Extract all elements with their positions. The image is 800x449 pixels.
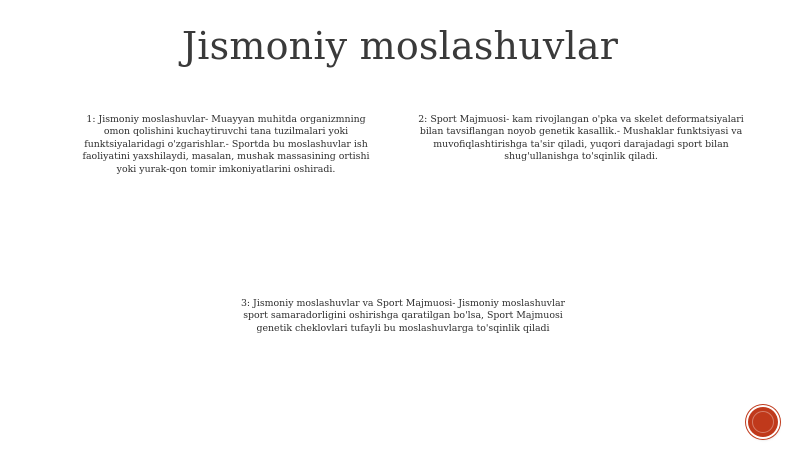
paragraph-2: 2: Sport Majmuosi- kam rivojlangan o'pka va skelet deformatsiyalari bilan tavsiflangan noyob genetik kasallik.- Mushaklar funktsiyasi va muvofiqlashtirishga ta'sir qiladi, yuqori darajadagi sport bilan shug'ullanishga to'sqinlik qiladi. xyxy=(418,114,744,163)
button-ring xyxy=(752,411,774,433)
circle-button-icon[interactable] xyxy=(748,407,778,437)
paragraph-3: 3: Jismoniy moslashuvlar va Sport Majmuosi- Jismoniy moslashuvlar sport samaradorligini oshirishga qaratilgan bo'lsa, Sport Majmuosi genetik cheklovlari tufayli bu moslashuvlarga to'sqinlik qiladi xyxy=(240,298,566,334)
slide-title: Jismoniy moslashuvlar xyxy=(181,24,619,68)
paragraph-1: 1: Jismoniy moslashuvlar- Muayyan muhitda organizmning omon qolishini kuchaytiruvchi tana tuzilmalari yoki funktsiyalaridagi o'zgarishlar.- Sportda bu moslashuvlar ish faoliyatini yaxshilaydi, masalan, mushak massasining ortishi yoki yurak-qon tomir imkoniyatlarini oshiradi. xyxy=(82,114,370,175)
